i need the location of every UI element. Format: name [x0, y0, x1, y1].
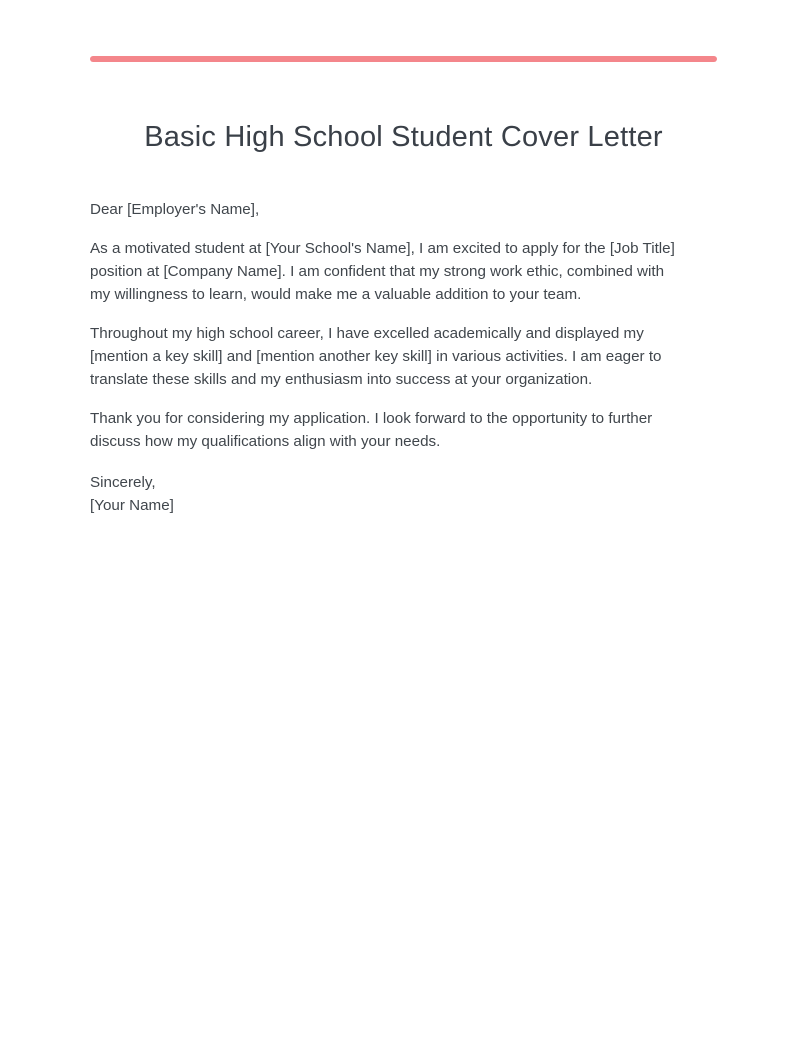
body-paragraph: Throughout my high school career, I have excelled academically and displayed my [mention a key skill] and [mention another key skill] in various activities. I am eager to translate these skills and my enthusiasm into success at your organization.: [90, 325, 662, 388]
signature-name: [Your Name]: [90, 497, 174, 514]
salutation: Dear [Employer's Name],: [90, 201, 260, 218]
body-paragraph: Thank you for considering my application. I look forward to the opportunity to further discuss how my qualifications align with your needs.: [90, 410, 653, 450]
accent-rule-divider: [90, 56, 717, 62]
closing-line: Sincerely,: [90, 474, 156, 491]
body-paragraph: As a motivated student at [Your School's Name], I am excited to apply for the [Job Title] position at [Company Name]. I am confident that my strong work ethic, combined with my willingness to learn, would make me a valuable addition to your team.: [90, 240, 675, 303]
page-title: Basic High School Student Cover Letter: [144, 121, 663, 154]
signature-block: [90, 471, 688, 517]
letter-body: [90, 198, 688, 517]
